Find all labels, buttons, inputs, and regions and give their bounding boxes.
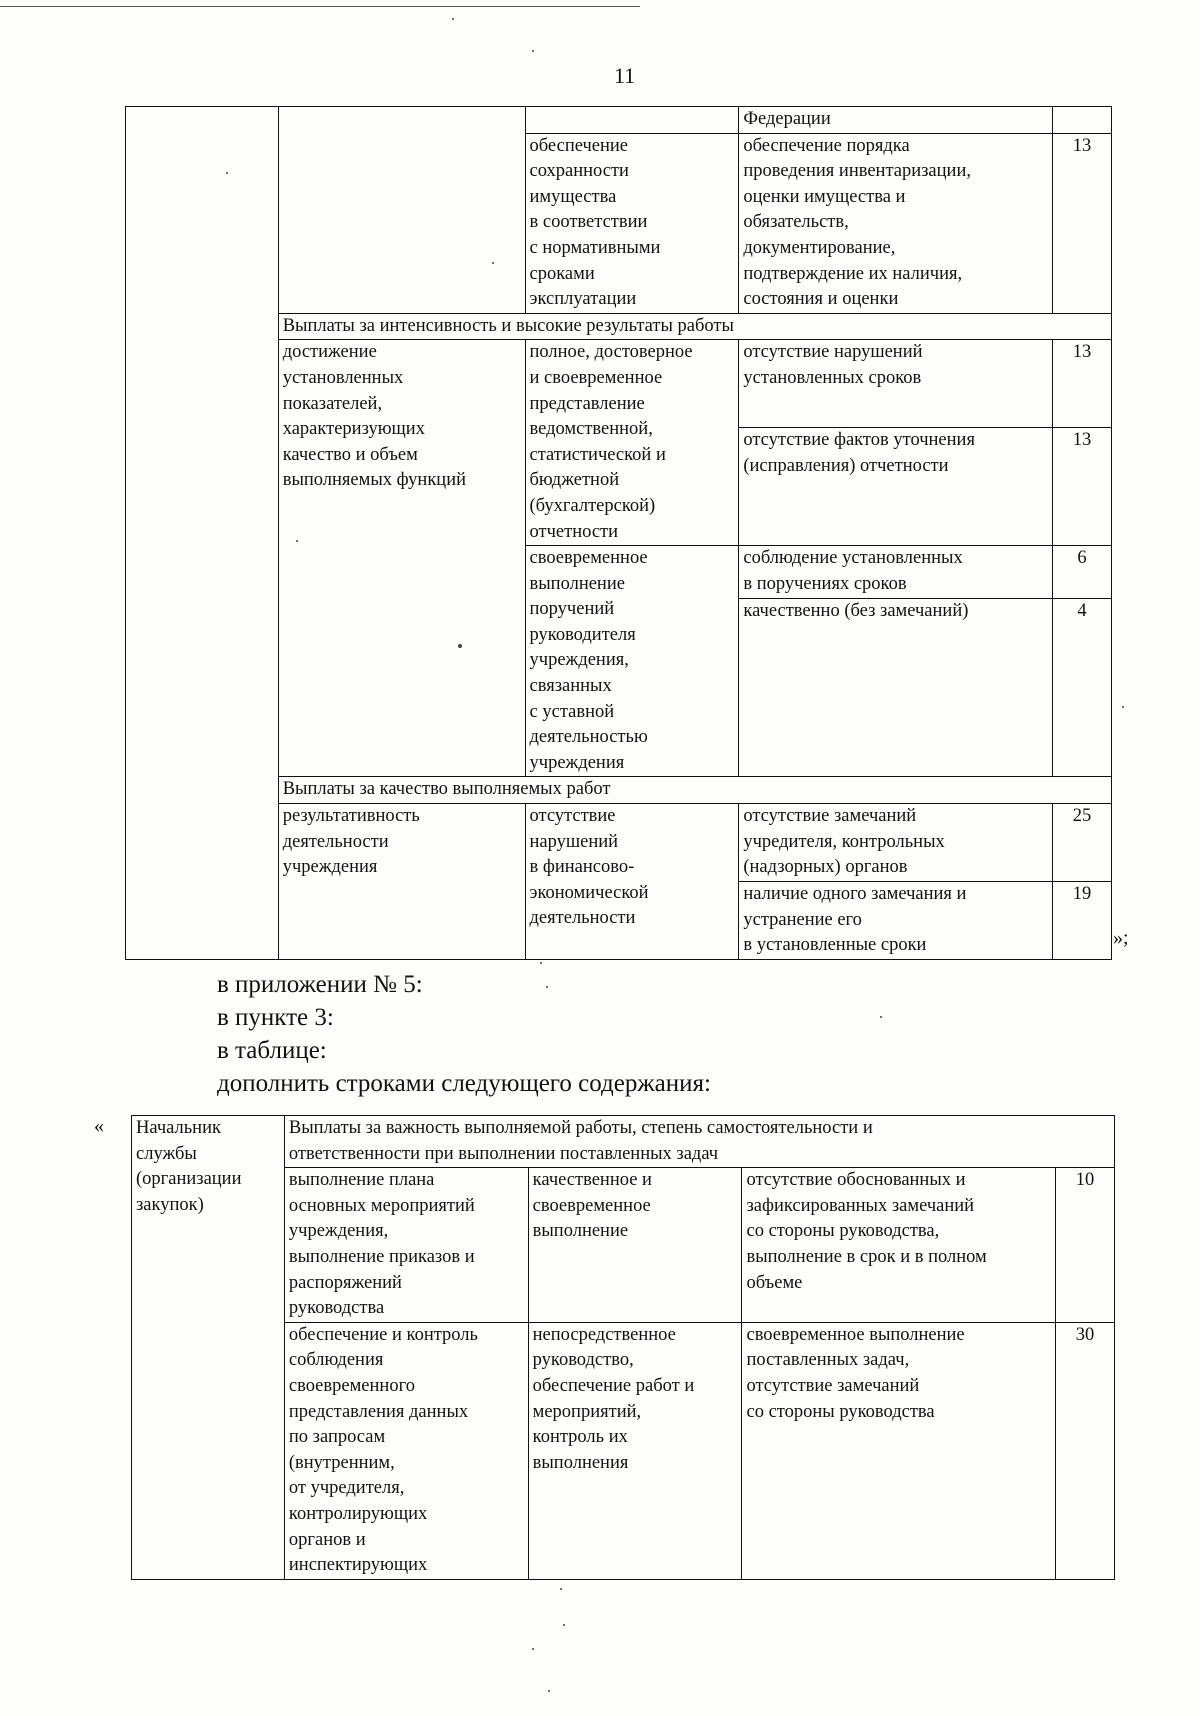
- condition-cell: выполнение плана основных мероприятий учреждения, выполнение приказов и распоряжений руководства: [284, 1168, 528, 1323]
- scan-speck: [548, 1690, 550, 1692]
- criteria-cell: обеспечение порядка проведения инвентаризации, оценки имущества и обязательств, документирование, подтверждение их наличия, состояния и оценки: [739, 133, 1053, 313]
- scan-speck: [296, 540, 298, 542]
- points-cell: 10: [1056, 1168, 1115, 1323]
- criteria-cell: отсутствие замечаний учредителя, контрольных (надзорных) органов: [739, 804, 1053, 882]
- criteria-cell: соблюдение установленных в поручениях сроков: [739, 546, 1053, 598]
- criteria-cell: своевременное выполнение поставленных задач, отсутствие замечаний со стороны руководства: [742, 1322, 1056, 1579]
- scan-speck: [540, 962, 542, 964]
- condition-cell: результативность деятельности учреждения: [278, 804, 525, 960]
- points-cell: 13: [1053, 340, 1112, 428]
- position-cell: [126, 107, 279, 960]
- points-cell: 25: [1053, 804, 1112, 882]
- scan-speck: [492, 262, 494, 264]
- instruction-clause: в пункте 3:: [217, 1004, 334, 1031]
- instruction-add-rows: дополнить строками следующего содержания:: [217, 1070, 711, 1097]
- criteria-cell: отсутствие обоснованных и зафиксированных замечаний со стороны руководства, выполнение в срок и в полном объеме: [742, 1168, 1056, 1323]
- instruction-appendix: в приложении № 5:: [217, 971, 423, 998]
- section-title-intensity: Выплаты за интенсивность и высокие результаты работы: [278, 313, 1111, 340]
- criteria-table-new: [131, 1115, 1115, 1580]
- scan-speck: [560, 1588, 562, 1590]
- condition-cell: достижение установленных показателей, характеризующих качество и объем выполняемых функций: [278, 340, 525, 777]
- scan-speck: [880, 1016, 882, 1018]
- section-title-quality: Выплаты за качество выполняемых работ: [278, 777, 1111, 804]
- points-cell: 6: [1053, 546, 1112, 598]
- section-header-row: [132, 1116, 1115, 1168]
- scan-top-line: [0, 6, 640, 7]
- indicator-cell: отсутствие нарушений в финансово- экономической деятельности: [525, 804, 739, 960]
- indicator-cell: [525, 107, 739, 134]
- position-cell: Начальник службы (организации закупок): [132, 1116, 285, 1580]
- scan-speck: [546, 986, 548, 988]
- scan-speck: [458, 644, 462, 648]
- points-cell: 4: [1053, 598, 1112, 777]
- scan-speck: [226, 172, 228, 174]
- criteria-cell: наличие одного замечания и устранение его в установленные сроки: [739, 882, 1053, 960]
- condition-cell: обеспечение и контроль соблюдения своевременного представления данных по запросам (внутренним, от учредителя, контролирующих органов и инспектирующих: [284, 1322, 528, 1579]
- indicator-cell: непосредственное руководство, обеспечение работ и мероприятий, контроль их выполнения: [528, 1322, 742, 1579]
- scan-speck: [1122, 706, 1124, 708]
- indicator-cell: своевременное выполнение поручений руководителя учреждения, связанных с уставной деятельностью учреждения: [525, 546, 739, 777]
- instruction-table: в таблице:: [217, 1037, 327, 1064]
- criteria-cell: качественно (без замечаний): [739, 598, 1053, 777]
- points-cell: 13: [1053, 427, 1112, 545]
- closing-quote: »;: [1113, 927, 1129, 949]
- points-cell: 30: [1056, 1322, 1115, 1579]
- points-cell: [1053, 107, 1112, 134]
- criteria-table-continued: [125, 106, 1112, 960]
- section-title-importance: Выплаты за важность выполняемой работы, степень самостоятельности и ответственности при выполнении поставленных задач: [284, 1116, 1114, 1168]
- scan-speck: [532, 1648, 534, 1650]
- scan-speck: [563, 1624, 565, 1626]
- indicator-cell: качественное и своевременное выполнение: [528, 1168, 742, 1323]
- table-row: [126, 107, 1112, 134]
- scan-speck: [532, 50, 534, 52]
- criteria-cell: отсутствие фактов уточнения (исправления) отчетности: [739, 427, 1053, 545]
- indicator-cell: полное, достоверное и своевременное представление ведомственной, статистической и бюджетной (бухгалтерской) отчетности: [525, 340, 739, 546]
- condition-cell: [278, 107, 525, 314]
- criteria-cell: отсутствие нарушений установленных сроков: [739, 340, 1053, 428]
- scan-speck: [452, 18, 454, 20]
- opening-quote: «: [94, 1115, 104, 1137]
- indicator-cell: обеспечение сохранности имущества в соответствии с нормативными сроками эксплуатации: [525, 133, 739, 313]
- criteria-cell: Федерации: [739, 107, 1053, 134]
- points-cell: 13: [1053, 133, 1112, 313]
- page-number: 11: [614, 63, 636, 88]
- points-cell: 19: [1053, 882, 1112, 960]
